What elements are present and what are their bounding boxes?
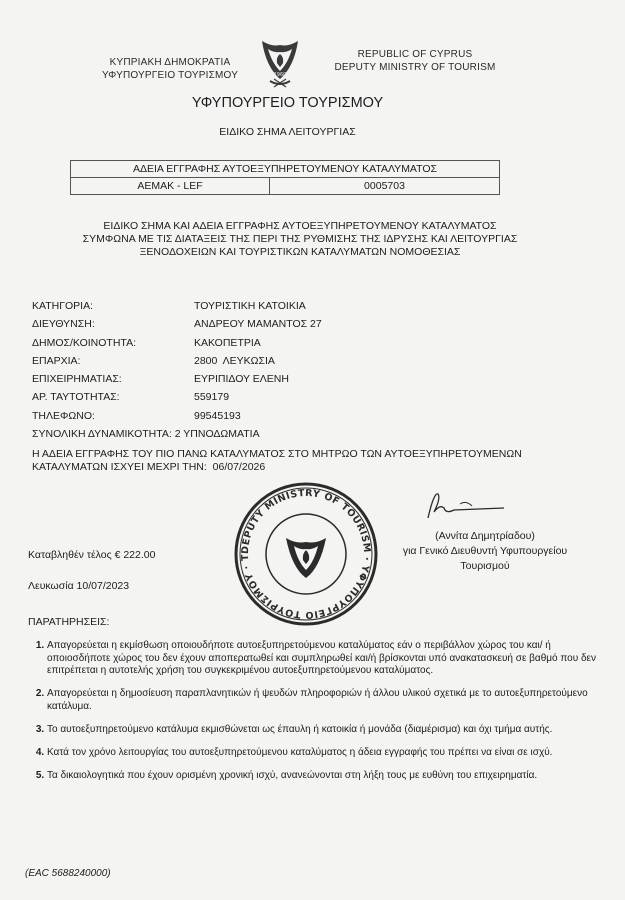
remark-text: Απαγορεύεται η δημοσίευση παραπλανητικών ή ψευδών πληροφοριών ή άλλου υλικού σχετικά με το αυτοεξυπηρετούμενο κατάλυμα.	[47, 688, 588, 712]
signatory-role-line2: Τουρισμού	[460, 560, 510, 572]
remark-text: Απαγορεύεται η εκμίσθωση οποιουδήποτε αυτοεξυπηρετούμενου καταλύματος εάν ο περιβάλλον χώρος του και/ ή οποιοσδήποτε χώρος του δεν έχουν αποπερατωθεί και συμπληρωθεί και/ή βρίσκονται υπό ανακατασκευή σε βαθμό που δεν επιτρέπεται η αυτοτελής χρήση του συγκεκριμένου αυτοεξυπηρετούμενου καταλύματος.	[47, 640, 596, 676]
validity-statement	[32, 448, 602, 473]
description-line: ΞΕΝΟΔΟΧΕΙΩΝ ΚΑΙ ΤΟΥΡΙΣΤΙΚΩΝ ΚΑΤΑΛΥΜΑΤΩΝ ΝΟΜΟΘΕΣΙΑΣ	[139, 246, 461, 258]
remarks-list	[30, 640, 600, 793]
emblem-year: 1960	[273, 72, 287, 78]
remarks-heading: ΠΑΡΑΤΗΡΗΣΕΙΣ:	[28, 616, 110, 628]
place-date: Λευκωσία 10/07/2023	[28, 580, 130, 592]
page-subtitle: ΕΙΔΙΚΟ ΣΗΜΑ ΛΕΙΤΟΥΡΓΙΑΣ	[219, 126, 356, 138]
remark-text: Το αυτοεξυπηρετούμενο κατάλυμα εκμισθώνεται ως έπαυλη ή κατοικία ή μονάδα (διαμέρισμα) και όχι τμήμα αυτής.	[47, 723, 553, 735]
list-item	[47, 640, 600, 678]
field-label: ΔΗΜΟΣ/ΚΟΙΝΟΤΗΤΑ:	[32, 336, 136, 349]
fee-paid: Καταβληθέν τέλος € 222.00	[28, 549, 156, 561]
stamp-emblem-icon	[286, 538, 326, 578]
header-right	[325, 48, 505, 74]
description-line: ΕΙΔΙΚΟ ΣΗΜΑ ΚΑΙ ΑΔΕΙΑ ΕΓΓΡΑΦΗΣ ΑΥΤΟΕΞΥΠΗΡΕΤΟΥΜΕΝΟΥ ΚΑΤΑΛΥΜΑΤΟΣ	[103, 220, 497, 232]
field-label: ΣΥΝΟΛΙΚΗ ΔΥΝΑΜΙΚΟΤΗΤΑ:	[32, 428, 172, 441]
field-row	[32, 388, 322, 406]
license-table-heading: ΑΔΕΙΑ ΕΓΓΡΑΦΗΣ ΑΥΤΟΕΞΥΠΗΡΕΤΟΥΜΕΝΟΥ ΚΑΤΑΛΥΜΑΤΟΣ	[71, 161, 500, 178]
field-row	[32, 425, 322, 443]
field-row	[32, 334, 322, 352]
remark-text: Τα δικαιολογητικά που έχουν ορισμένη χρονική ισχύ, ανανεώνονται στη λήξη τους με ευθύνη του επιχειρηματία.	[47, 769, 538, 781]
property-details	[32, 297, 322, 443]
validity-line2: ΚΑΤΑΛΥΜΑΤΩΝ ΙΣΧΥΕΙ ΜΕΧΡΙ ΤΗΝ:	[32, 460, 207, 473]
license-table	[70, 160, 500, 195]
description-line: ΣΥΜΦΩΝΑ ΜΕ ΤΙΣ ΔΙΑΤΑΞΕΙΣ ΤΗΣ ΠΕΡΙ ΤΗΣ ΡΥΘΜΙΣΗΣ ΤΗΣ ΙΔΡΥΣΗΣ ΚΑΙ ΛΕΙΤΟΥΡΓΙΑΣ	[82, 233, 518, 245]
license-number: 0005703	[270, 178, 500, 195]
license-code: ΑΕΜΑΚ - LEF	[71, 178, 270, 195]
field-label: ΕΠΙΧΕΙΡΗΜΑΤΙΑΣ:	[32, 373, 122, 386]
header-left-line1: ΚΥΠΡΙΑΚΗ ΔΗΜΟΚΡΑΤΙΑ	[109, 57, 231, 68]
signature-icon	[420, 488, 510, 524]
field-row	[32, 370, 322, 388]
field-value: ΑΝΔΡΕΟΥ ΜΑΜΑΝΤΟΣ 27	[194, 318, 322, 331]
page-title: ΥΦΥΠΟΥΡΓΕΙΟ ΤΟΥΡΙΣΜΟΥ	[191, 95, 384, 111]
list-item	[47, 770, 600, 783]
field-label: ΤΗΛΕΦΩΝΟ:	[32, 409, 95, 422]
field-row	[32, 407, 322, 425]
stamp-text: DEPUTY MINISTRY OF TOURISM · ΥΦΥΠΟΥΡΓΕΙΟ ΤΟΥΡΙΣΜΟΥ · T	[239, 487, 373, 621]
header-left	[80, 56, 260, 82]
field-value: 2800 ΛΕΥΚΩΣΙΑ	[194, 354, 275, 367]
signatory-block	[370, 529, 600, 574]
field-row	[32, 352, 322, 370]
header-right-line1: REPUBLIC OF CYPRUS	[357, 49, 473, 60]
field-label: ΔΙΕΥΘΥΝΣΗ:	[32, 318, 95, 331]
cyprus-emblem-icon	[258, 37, 302, 91]
list-item	[47, 724, 600, 737]
validity-date: 06/07/2026	[212, 460, 266, 473]
field-value: ΤΟΥΡΙΣΤΙΚΗ ΚΑΤΟΙΚΙΑ	[194, 300, 306, 312]
signatory-role-line1: για Γενικό Διευθυντή Υφυπουργείου	[402, 545, 568, 557]
list-item	[47, 688, 600, 713]
remark-text: Κατά τον χρόνο λειτουργίας του αυτοεξυπηρετούμενου καταλύματος η άδεια εγγραφής του πρέπει να είναι σε ισχύ.	[47, 746, 553, 758]
header-left-line2: ΥΦΥΠΟΥΡΓΕΙΟ ΤΟΥΡΙΣΜΟΥ	[101, 70, 239, 81]
field-row	[32, 315, 322, 333]
field-value: 2 ΥΠΝΟΔΩΜΑΤΙΑ	[174, 428, 260, 441]
field-value: 559179	[194, 391, 230, 404]
field-label: ΚΑΤΗΓΟΡΙΑ:	[32, 300, 94, 312]
field-value: 99545193	[194, 409, 241, 422]
official-stamp	[232, 480, 380, 628]
footer-code: (EAC 5688240000)	[25, 868, 111, 879]
legal-description	[20, 220, 580, 259]
field-row	[32, 297, 322, 315]
list-item	[47, 747, 600, 760]
signatory-name: (Αννίτα Δημητρίαδου)	[435, 530, 535, 542]
validity-line1: Η ΑΔΕΙΑ ΕΓΓΡΑΦΗΣ ΤΟΥ ΠΙΟ ΠΑΝΩ ΚΑΤΑΛΥΜΑΤΟΣ ΣΤΟ ΜΗΤΡΩΟ ΤΩΝ ΑΥΤΟΕΞΥΠΗΡΕΤΟΥΜΕΝΩΝ	[32, 448, 522, 460]
field-value: ΚΑΚΟΠΕΤΡΙΑ	[194, 336, 261, 349]
field-label: ΑΡ. ΤΑΥΤΟΤΗΤΑΣ:	[32, 391, 120, 404]
header-right-line2: DEPUTY MINISTRY OF TOURISM	[334, 62, 496, 73]
field-label: ΕΠΑΡΧΙΑ:	[32, 354, 81, 367]
field-value: ΕΥΡΙΠΙΔΟΥ ΕΛΕΝΗ	[194, 373, 289, 386]
